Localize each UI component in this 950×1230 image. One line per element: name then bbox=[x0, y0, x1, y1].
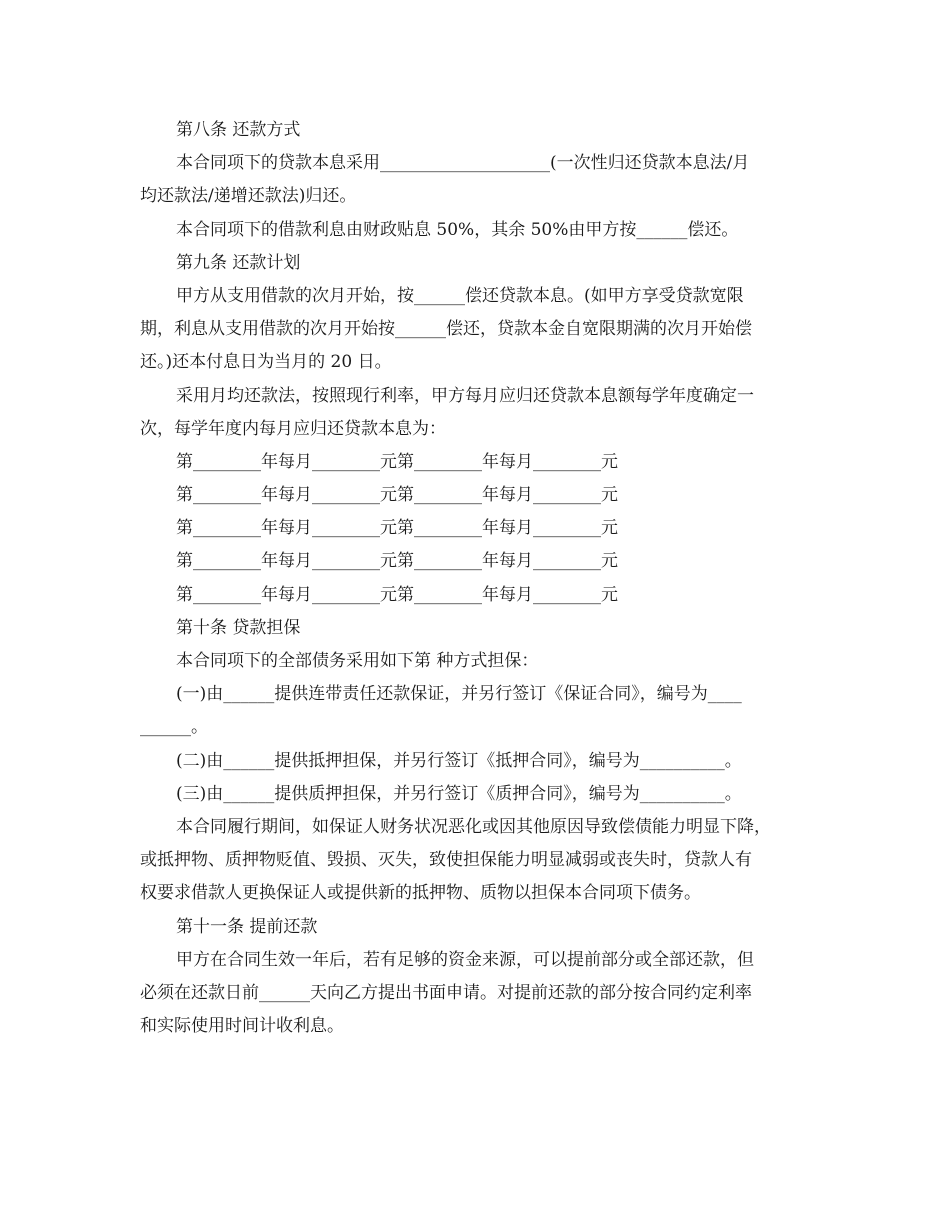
paragraph-line: 必须在还款日前______天向乙方提出书面申请。对提前还款的部分按合同约定利率 bbox=[140, 982, 752, 1003]
paragraph-line: 本合同履行期间，如保证人财务状况恶化或因其他原因导致偿债能力明显下降， bbox=[176, 816, 771, 837]
paragraph-line: 权要求借款人更换保证人或提供新的抵押物、质物以担保本合同项下债务。 bbox=[140, 883, 701, 904]
paragraph-line: 期，利息从支用借款的次月开始按______偿还，贷款本金自宽限期满的次月开始偿 bbox=[140, 319, 752, 340]
paragraph-line: 第________年每月________元第________年每月________元 bbox=[176, 518, 618, 539]
paragraph-line: (一)由______提供连带责任还款保证，并另行签订《保证合同》，编号为____ bbox=[176, 684, 742, 705]
paragraph-line: 第________年每月________元第________年每月________元 bbox=[176, 485, 618, 506]
paragraph-line: 第十条 贷款担保 bbox=[176, 617, 301, 638]
paragraph-line: 第________年每月________元第________年每月________元 bbox=[176, 551, 618, 572]
document-body bbox=[140, 114, 950, 1043]
paragraph-line: 均还款法/递增还款法)归还。 bbox=[140, 186, 357, 207]
paragraph-line: 本合同项下的贷款本息采用____________________(一次性归还贷款本息法/月 bbox=[176, 153, 750, 174]
paragraph-line: 还。)还本付息日为当月的 20 日。 bbox=[140, 352, 392, 373]
paragraph-line: 采用月均还款法，按照现行利率，甲方每月应归还贷款本息额每学年度确定一 bbox=[176, 385, 754, 406]
paragraph-line: 第十一条 提前还款 bbox=[176, 916, 318, 937]
paragraph-line: 第九条 还款计划 bbox=[176, 252, 301, 273]
paragraph-line: 第________年每月________元第________年每月________元 bbox=[176, 451, 618, 472]
paragraph-line: (二)由______提供抵押担保，并另行签订《抵押合同》，编号为__________。 bbox=[176, 750, 742, 771]
paragraph-line: 和实际使用时间计收利息。 bbox=[140, 1016, 344, 1037]
paragraph-line: 本合同项下的全部债务采用如下第 种方式担保： bbox=[176, 651, 539, 671]
paragraph-line: 次，每学年度内每月应归还贷款本息为： bbox=[140, 418, 446, 439]
paragraph-line: 第八条 还款方式 bbox=[176, 120, 301, 140]
paragraph-line: (三)由______提供质押担保，并另行签订《质押合同》，编号为__________。 bbox=[176, 783, 742, 804]
paragraph-line: 甲方在合同生效一年后，若有足够的资金来源，可以提前部分或全部还款，但 bbox=[176, 949, 754, 970]
paragraph-line: 本合同项下的借款利息由财政贴息 50%，其余 50%由甲方按______偿还。 bbox=[176, 219, 739, 240]
paragraph-line: 或抵押物、质押物贬值、毁损、灭失，致使担保能力明显减弱或丧失时，贷款人有 bbox=[140, 850, 752, 871]
paragraph-line: 第________年每月________元第________年每月________元 bbox=[176, 584, 618, 605]
paragraph-line: 甲方从支用借款的次月开始，按______偿还贷款本息。(如甲方享受贷款宽限 bbox=[176, 285, 744, 306]
paragraph-line: ______。 bbox=[140, 717, 208, 738]
